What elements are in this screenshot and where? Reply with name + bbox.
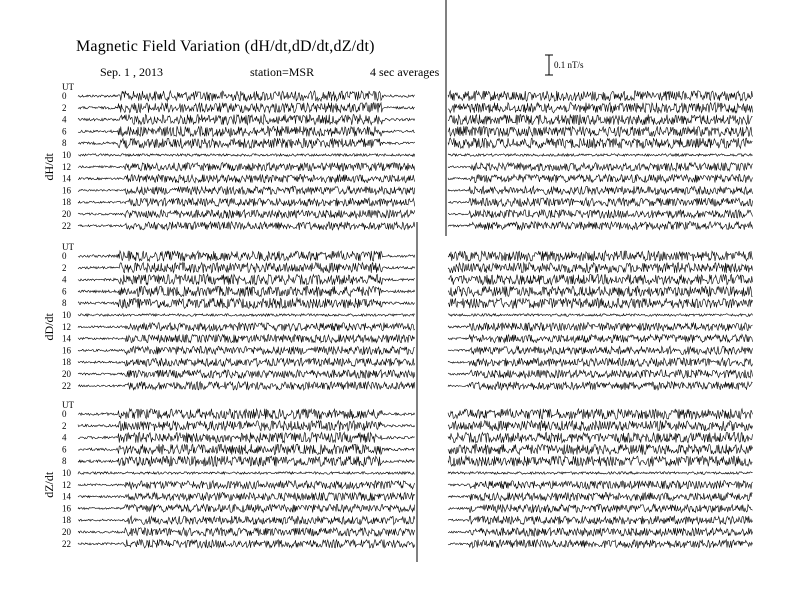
row-hour-label: 8 [62, 138, 67, 149]
trace-row-10-seg-0 [78, 314, 415, 317]
trace-row-14-seg-1 [448, 334, 753, 342]
panel-ylabel: dZ/dt [42, 471, 56, 498]
row-hour-label: 2 [62, 102, 67, 113]
trace-row-12-seg-1 [448, 481, 753, 489]
trace-row-10-seg-1 [448, 472, 753, 475]
chart-title: Magnetic Field Variation (dH/dt,dD/dt,dZ/dt) [76, 38, 375, 55]
trace-row-4-seg-1 [448, 432, 753, 442]
trace-row-16-seg-1 [448, 346, 753, 354]
trace-row-0-seg-0 [78, 409, 415, 419]
trace-row-22-seg-0 [78, 382, 415, 390]
trace-row-14-seg-0 [78, 334, 415, 342]
trace-row-12-seg-0 [78, 163, 415, 171]
trace-row-8-seg-0 [78, 298, 415, 308]
row-hour-label: 8 [62, 298, 67, 309]
row-hour-label: 0 [62, 91, 67, 101]
trace-row-6-seg-1 [448, 286, 753, 296]
row-hour-label: 0 [62, 409, 67, 419]
trace-row-6-seg-1 [448, 126, 753, 136]
trace-row-6-seg-1 [448, 444, 753, 454]
trace-row-20-seg-0 [78, 528, 415, 536]
trace-row-4-seg-0 [78, 114, 415, 124]
trace-row-18-seg-0 [78, 198, 415, 206]
row-hour-label: 18 [62, 197, 71, 208]
row-hour-label: 2 [62, 262, 67, 273]
ut-axis-label: UT [62, 242, 74, 252]
trace-row-20-seg-1 [448, 528, 753, 536]
row-hour-label: 22 [62, 380, 71, 391]
trace-row-22-seg-0 [78, 222, 415, 230]
trace-row-0-seg-0 [78, 251, 415, 261]
row-hour-label: 12 [62, 479, 71, 490]
trace-row-22-seg-0 [78, 540, 415, 548]
trace-row-16-seg-1 [448, 504, 753, 512]
row-hour-label: 14 [62, 173, 71, 184]
averaging-label: 4 sec averages [370, 65, 440, 79]
trace-row-10-seg-1 [448, 314, 753, 317]
row-hour-label: 10 [62, 468, 71, 478]
row-hour-label: 18 [62, 515, 71, 526]
trace-row-6-seg-0 [78, 126, 415, 136]
trace-row-18-seg-1 [448, 516, 753, 524]
trace-row-18-seg-0 [78, 516, 415, 524]
trace-row-8-seg-0 [78, 456, 415, 466]
trace-row-14-seg-1 [448, 174, 753, 182]
row-hour-label: 14 [62, 491, 71, 502]
trace-row-16-seg-0 [78, 504, 415, 512]
trace-row-22-seg-1 [448, 540, 753, 548]
trace-row-6-seg-0 [78, 444, 415, 454]
ut-axis-label: UT [62, 82, 74, 92]
trace-row-16-seg-0 [78, 186, 415, 194]
date-label: Sep. 1 , 2013 [100, 65, 163, 79]
row-hour-label: 6 [62, 126, 67, 137]
panel-ylabel: dD/dt [42, 313, 56, 341]
trace-row-4-seg-0 [78, 274, 415, 284]
trace-row-2-seg-0 [78, 263, 415, 273]
row-hour-label: 0 [62, 251, 67, 261]
trace-row-16-seg-0 [78, 346, 415, 354]
trace-row-10-seg-0 [78, 472, 415, 475]
trace-row-18-seg-0 [78, 358, 415, 366]
trace-row-4-seg-0 [78, 432, 415, 442]
trace-row-8-seg-0 [78, 138, 415, 148]
trace-row-0-seg-1 [448, 409, 753, 419]
ut-axis-label: UT [62, 400, 74, 410]
trace-row-12-seg-1 [448, 163, 753, 171]
row-hour-label: 8 [62, 456, 67, 467]
row-hour-label: 6 [62, 286, 67, 297]
panel-ylabel: dH/dt [42, 153, 56, 181]
row-hour-label: 10 [62, 150, 71, 160]
trace-row-2-seg-0 [78, 421, 415, 431]
row-hour-label: 10 [62, 310, 71, 320]
trace-row-6-seg-0 [78, 286, 415, 296]
row-hour-label: 22 [62, 538, 71, 549]
station-label: station=MSR [250, 65, 315, 79]
trace-row-14-seg-0 [78, 492, 415, 500]
row-hour-label: 6 [62, 444, 67, 455]
row-hour-label: 2 [62, 420, 67, 431]
trace-row-20-seg-1 [448, 210, 753, 218]
row-hour-label: 14 [62, 333, 71, 344]
trace-row-14-seg-0 [78, 174, 415, 182]
trace-row-12-seg-0 [78, 323, 415, 331]
trace-row-12-seg-1 [448, 323, 753, 331]
row-hour-label: 22 [62, 220, 71, 231]
trace-row-18-seg-1 [448, 358, 753, 366]
trace-row-2-seg-1 [448, 421, 753, 431]
row-hour-label: 12 [62, 321, 71, 332]
trace-row-20-seg-0 [78, 370, 415, 378]
trace-row-0-seg-1 [448, 91, 753, 101]
trace-row-10-seg-1 [448, 154, 753, 157]
trace-row-4-seg-1 [448, 114, 753, 124]
row-hour-label: 16 [62, 185, 71, 196]
trace-row-10-seg-0 [78, 154, 415, 157]
row-hour-label: 16 [62, 345, 71, 356]
row-hour-label: 18 [62, 357, 71, 368]
trace-row-8-seg-1 [448, 138, 753, 148]
trace-row-14-seg-1 [448, 492, 753, 500]
row-hour-label: 20 [62, 369, 71, 379]
row-hour-label: 4 [62, 432, 67, 443]
row-hour-label: 12 [62, 161, 71, 172]
scale-bar-label: 0.1 nT/s [554, 60, 584, 70]
trace-row-2-seg-1 [448, 263, 753, 273]
trace-row-8-seg-1 [448, 456, 753, 466]
trace-row-2-seg-0 [78, 103, 415, 113]
trace-row-16-seg-1 [448, 186, 753, 194]
row-hour-label: 20 [62, 209, 71, 219]
trace-row-2-seg-1 [448, 103, 753, 113]
row-hour-label: 4 [62, 114, 67, 125]
trace-row-18-seg-1 [448, 198, 753, 206]
trace-row-4-seg-1 [448, 274, 753, 284]
trace-row-22-seg-1 [448, 222, 753, 230]
trace-row-22-seg-1 [448, 382, 753, 390]
trace-row-20-seg-1 [448, 370, 753, 378]
trace-row-8-seg-1 [448, 298, 753, 308]
row-hour-label: 20 [62, 527, 71, 537]
trace-row-0-seg-1 [448, 251, 753, 261]
trace-row-20-seg-0 [78, 210, 415, 218]
row-hour-label: 16 [62, 503, 71, 514]
trace-row-0-seg-0 [78, 91, 415, 101]
row-hour-label: 4 [62, 274, 67, 285]
trace-row-12-seg-0 [78, 481, 415, 489]
